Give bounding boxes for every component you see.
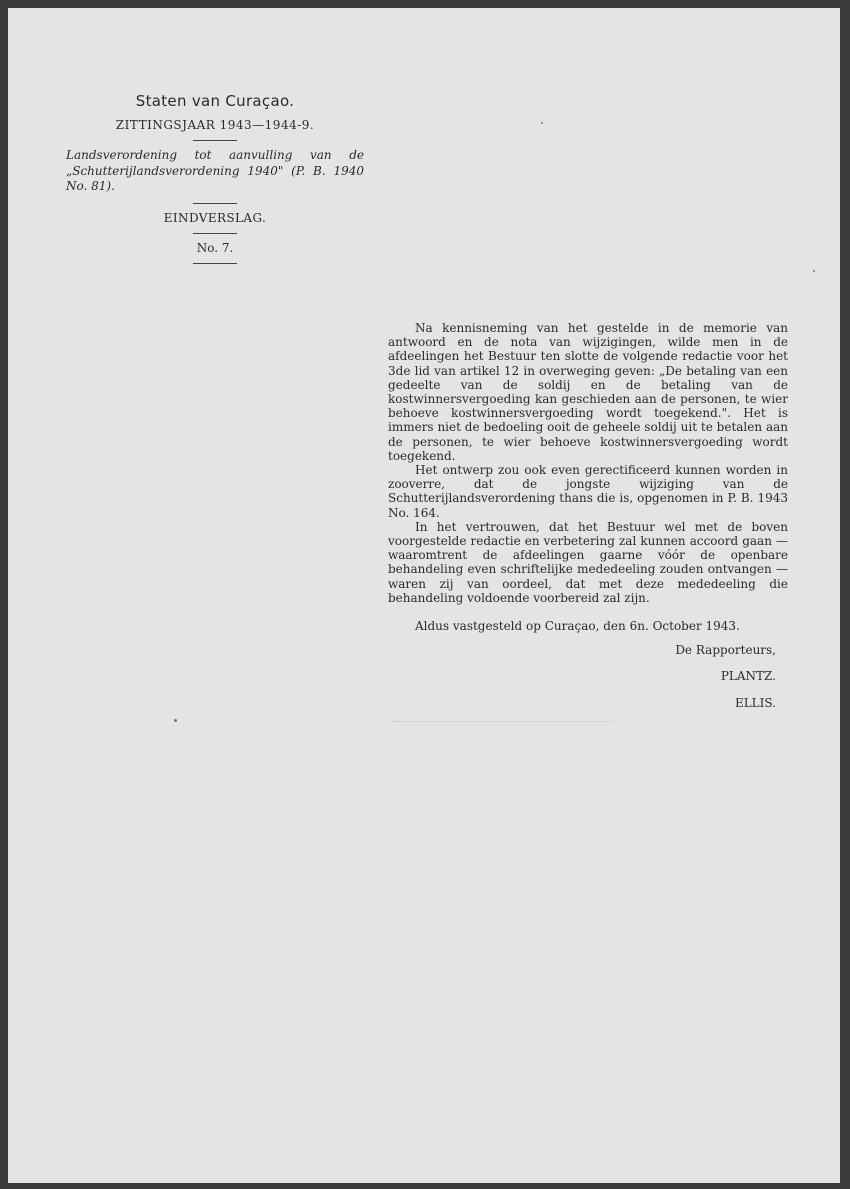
report-type: EINDVERSLAG. bbox=[163, 210, 267, 225]
body-paragraph: Het ontwerp zou ook even gerectificeerd kunnen worden in zooverre, dat de jongste wijziging van de Schutterijlandsverordening thans die is, opgenomen in P. B. 1943 No. 164. bbox=[388, 463, 788, 520]
divider bbox=[193, 203, 237, 204]
body-paragraph: Na kennisneming van het gestelde in de memorie van antwoord en de nota van wijzigingen, wilde men in de afdeelingen het Bestuur ten slotte de volgende redactie voor het 3de lid van artikel 12 in overweging geven: „De betaling van een gedeelte van de soldij en de betaling van de kostwinnersvergoeding kan geschieden aan de personen, te wier behoeve kostwinnersvergoeding wordt toegekend.". Het is immers niet de bedoeling ooit de geheele soldij uit te betalen aan de personen, te wier behoeve kostwinnersvergoeding wordt toegekend. bbox=[388, 321, 788, 463]
divider bbox=[193, 263, 237, 264]
faint-rule bbox=[392, 721, 612, 722]
divider bbox=[193, 140, 237, 141]
document-header bbox=[66, 92, 364, 271]
report-number: No. 7. bbox=[196, 240, 234, 255]
paper-speck bbox=[541, 122, 543, 124]
divider bbox=[193, 233, 237, 234]
institution-title: Staten van Curaçao. bbox=[135, 92, 295, 110]
paper-speck bbox=[174, 719, 177, 722]
paper-speck bbox=[813, 270, 815, 272]
body-paragraph: In het vertrouwen, dat het Bestuur wel met de boven voorgestelde redactie en verbetering zal kunnen accoord gaan — waaromtrent de afdeelingen gaarne vóór de openbare behandeling even schriftelijke mededeeling zouden ontvangen — waren zij van oordeel, dat met deze mededeeling die behandeling voldoende voorbereid zal zijn. bbox=[388, 519, 788, 605]
subject-title: Landsverordening tot aanvulling van de „Schutterijlandsverordening 1940" (P. B. 1940 No. 81). bbox=[66, 148, 364, 193]
closing-line: Aldus vastgesteld op Curaçao, den 6n. October 1943. bbox=[415, 619, 740, 634]
document-page bbox=[8, 8, 840, 1183]
signatory-name: PLANTZ. bbox=[720, 669, 776, 684]
session-year: ZITTINGSJAAR 1943—1944-9. bbox=[115, 118, 315, 132]
rapporteurs-label: De Rapporteurs, bbox=[675, 643, 776, 658]
signatory-name: ELLIS. bbox=[734, 695, 776, 710]
report-body bbox=[388, 321, 788, 710]
